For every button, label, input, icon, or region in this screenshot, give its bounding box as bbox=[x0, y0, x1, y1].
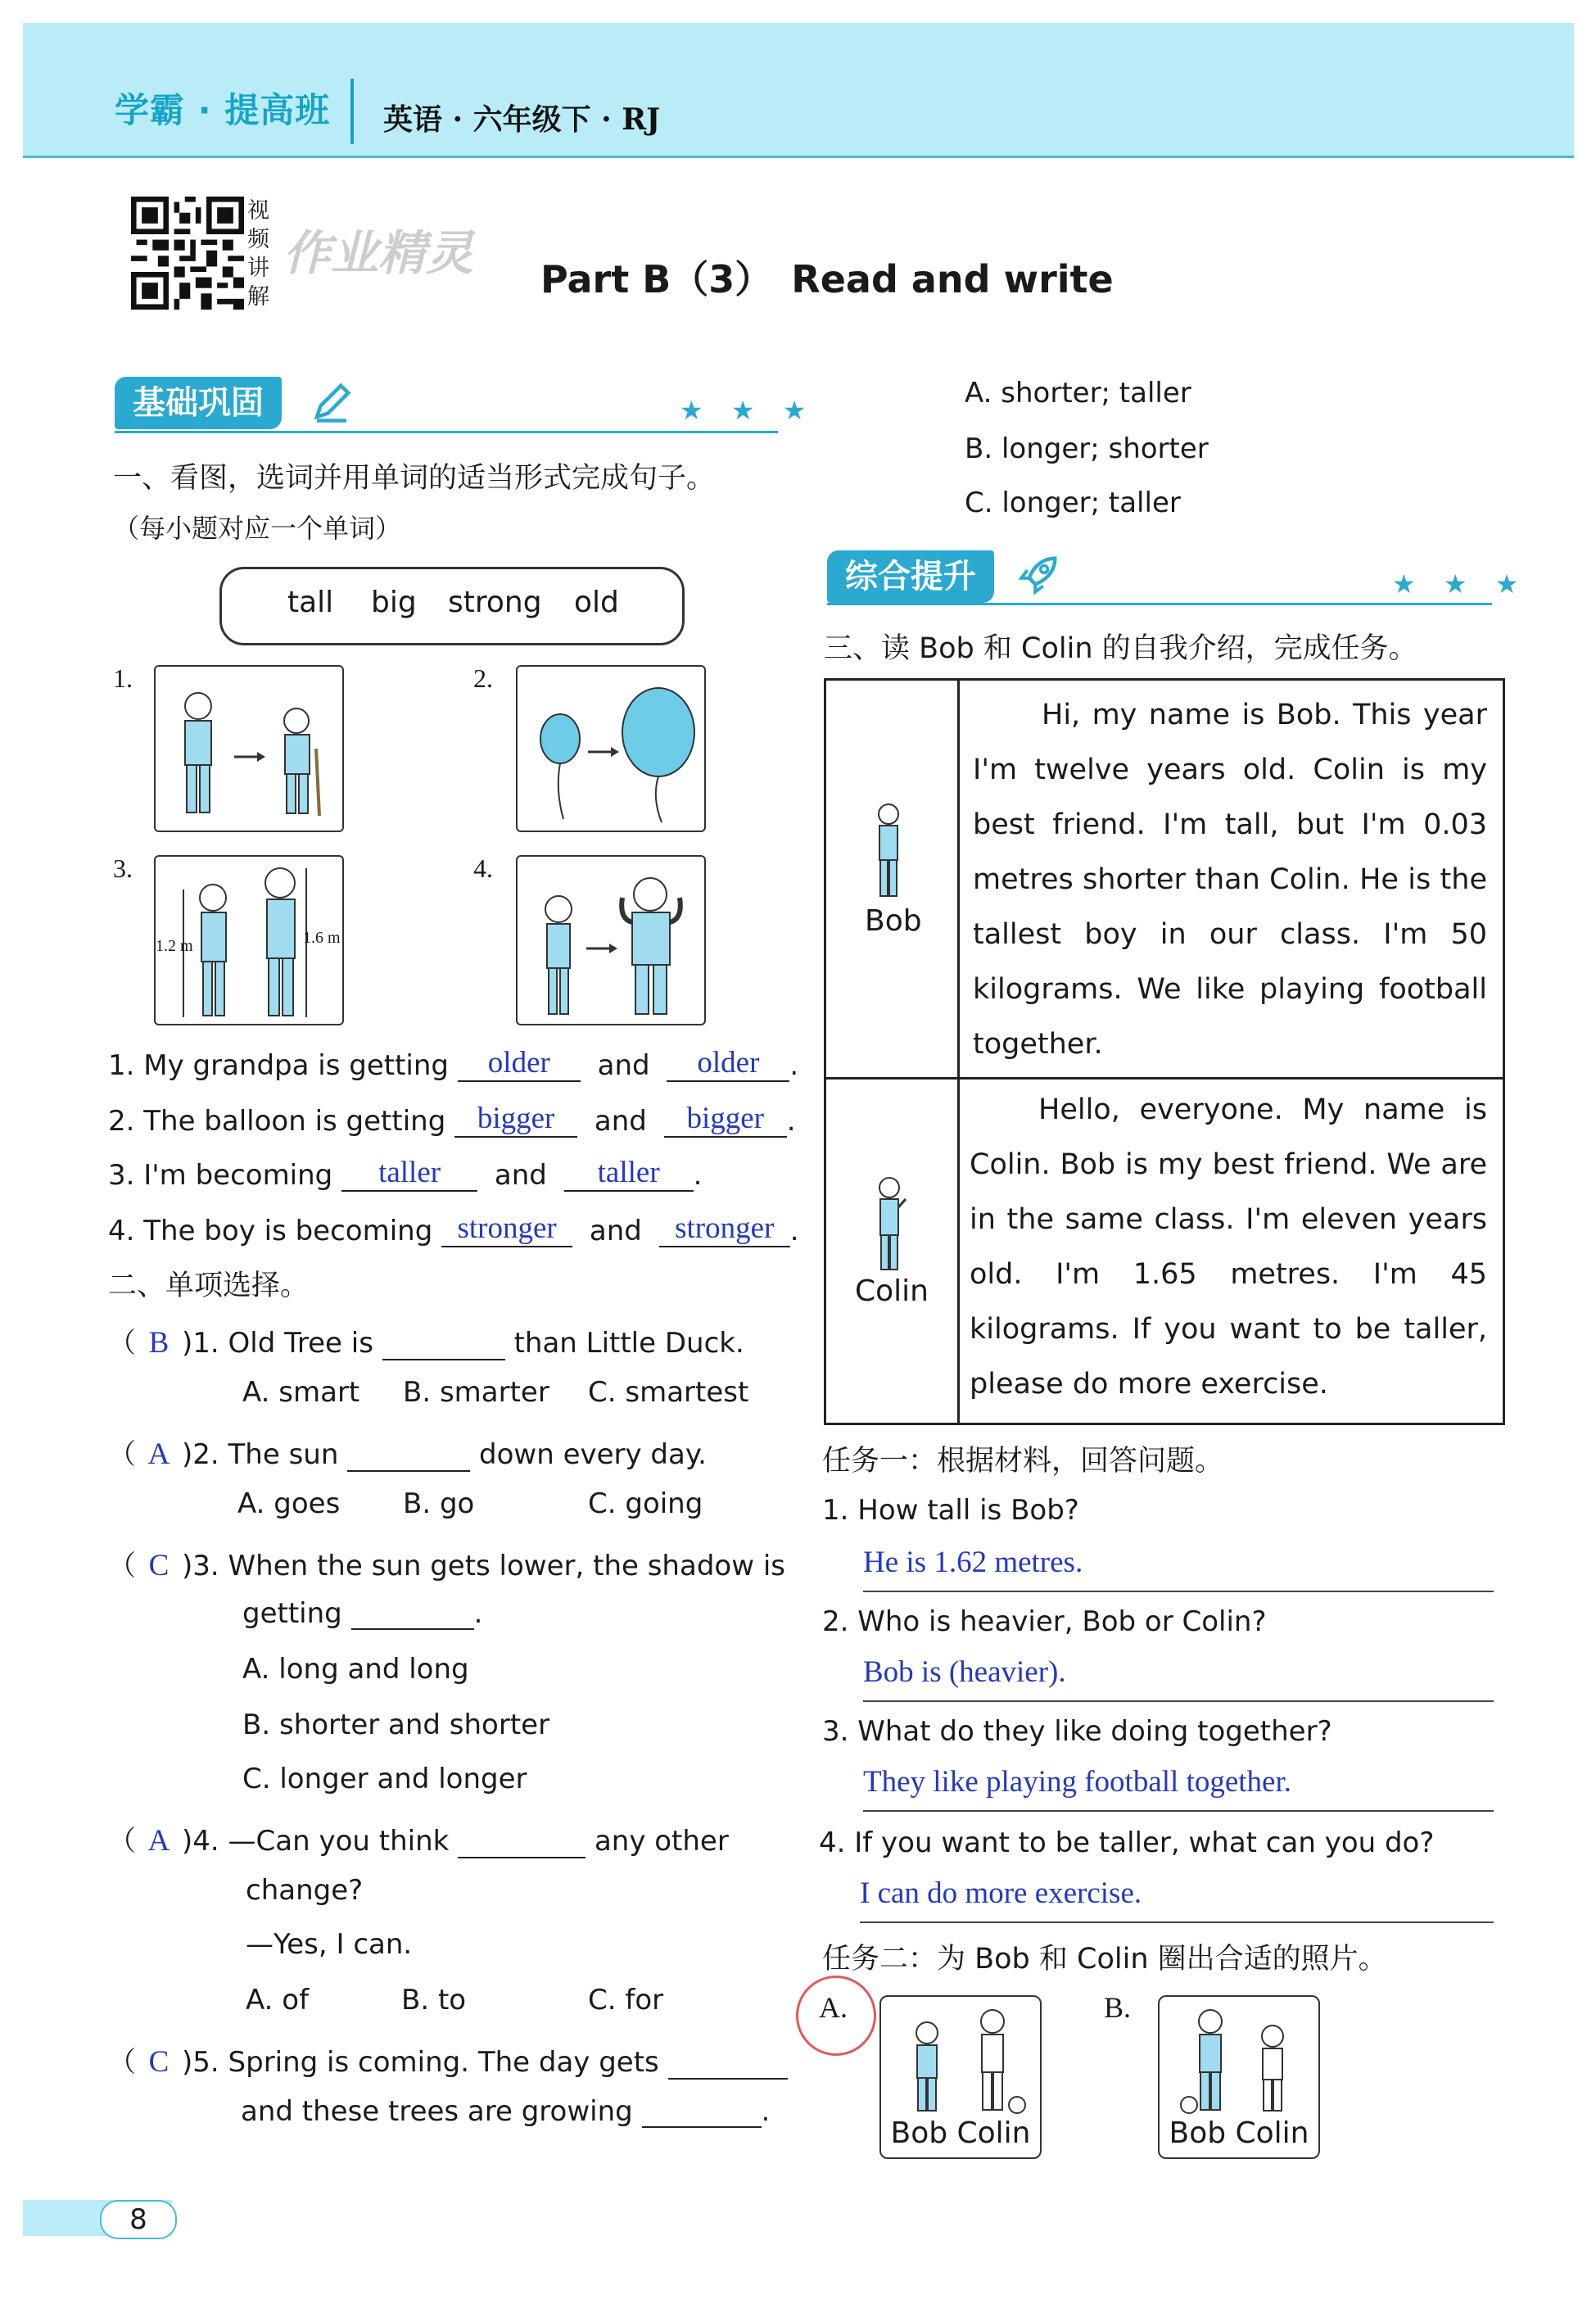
mc-option[interactable]: B. go bbox=[403, 1487, 475, 1520]
picture-label: 1. bbox=[113, 663, 133, 693]
sentence-row bbox=[108, 1101, 796, 1138]
height-label: 1.2 m bbox=[156, 937, 193, 955]
question-text: and these trees are growing bbox=[241, 2095, 633, 2128]
paren-open: （ bbox=[108, 1438, 136, 1471]
photo-caption: Bob Colin bbox=[890, 2116, 1031, 2150]
sentence-text: . bbox=[789, 1049, 799, 1082]
task-2-instruction: 任务二：为 Bob 和 Colin 圈出合适的照片。 bbox=[822, 1943, 1387, 1976]
answer-blank[interactable] bbox=[458, 1045, 581, 1082]
word-option: old bbox=[574, 586, 619, 619]
section-banner-advanced: 综合提升 bbox=[827, 550, 994, 603]
paren-open: （ bbox=[108, 2046, 136, 2079]
bob-name: Bob bbox=[865, 904, 922, 938]
instruction-1-note: （每小题对应一个单词） bbox=[113, 513, 402, 544]
mc-option[interactable]: B. smarter bbox=[403, 1376, 549, 1409]
question-number: )4. bbox=[182, 1825, 219, 1858]
rocket-icon bbox=[1015, 550, 1063, 598]
answer-blank[interactable] bbox=[454, 1101, 577, 1138]
answer-text: stronger bbox=[675, 1211, 775, 1245]
bob-and-colin-photo bbox=[1164, 2003, 1313, 2115]
mc-answer[interactable]: C bbox=[148, 1549, 170, 1582]
mc-answer[interactable]: C bbox=[148, 2045, 170, 2079]
picture-label: 3. bbox=[113, 853, 133, 883]
answer-blank[interactable] bbox=[668, 2078, 788, 2080]
sentence-text: The balloon is getting bbox=[143, 1105, 446, 1138]
question-text: getting bbox=[242, 1597, 342, 1630]
question-number: )1. bbox=[182, 1327, 219, 1360]
photo-a-label[interactable]: A. bbox=[819, 1991, 848, 2024]
question-text: Spring is coming. The day gets bbox=[228, 2046, 659, 2079]
video-note-char: 讲 bbox=[247, 256, 269, 281]
sentence-text: My grandpa is getting bbox=[143, 1049, 449, 1082]
question-number: )5. bbox=[182, 2046, 219, 2079]
task-question: 1. How tall is Bob? bbox=[822, 1494, 1079, 1527]
mc-option[interactable]: B. longer; shorter bbox=[965, 432, 1209, 465]
answer-text: stronger bbox=[457, 1211, 557, 1245]
sentence-number: 2. bbox=[108, 1105, 135, 1138]
question-text: The sun bbox=[228, 1438, 339, 1471]
sentence-text: and bbox=[494, 1159, 547, 1192]
boy-grows-strong-illustration bbox=[516, 855, 706, 1025]
sentence-text: . bbox=[786, 1105, 796, 1138]
task-1-instruction: 任务一：根据材料，回答问题。 bbox=[822, 1445, 1224, 1478]
answer-blank[interactable] bbox=[564, 1155, 694, 1192]
sentence-text: I'm becoming bbox=[143, 1159, 333, 1192]
question-text: Old Tree is bbox=[228, 1327, 373, 1360]
task-question: 4. If you want to be taller, what can you do? bbox=[819, 1826, 1435, 1859]
sentence-text: . bbox=[693, 1159, 703, 1192]
photo-option-a[interactable] bbox=[879, 1995, 1042, 2159]
table-divider bbox=[957, 681, 960, 1423]
sentence-row bbox=[108, 1155, 702, 1192]
bob-figure bbox=[870, 801, 907, 899]
answer-text: older bbox=[697, 1046, 760, 1080]
mc-question-2 bbox=[108, 1432, 707, 1472]
mc-option[interactable]: A. of bbox=[246, 1984, 310, 2017]
question-text: —Can you think bbox=[228, 1825, 450, 1858]
mc-option[interactable]: C. for bbox=[588, 1984, 664, 2017]
mc-option[interactable]: B. shorter and shorter bbox=[242, 1709, 550, 1741]
question-text: down every day. bbox=[479, 1438, 707, 1471]
mc-option[interactable]: A. long and long bbox=[242, 1653, 469, 1686]
answer-blank[interactable] bbox=[659, 1211, 790, 1247]
answer-line bbox=[863, 1699, 1494, 1702]
section-banner-basic: 基础巩固 bbox=[115, 377, 282, 429]
task-answer[interactable]: I can do more exercise. bbox=[860, 1876, 1142, 1910]
man-grows-old-illustration bbox=[154, 665, 344, 832]
mc-answer[interactable]: B bbox=[148, 1326, 170, 1360]
page-title: Part B（3） Read and write bbox=[540, 257, 1114, 301]
task-answer[interactable]: They like playing football together. bbox=[863, 1765, 1292, 1799]
task-answer[interactable]: Bob is (heavier). bbox=[863, 1655, 1066, 1689]
answer-blank[interactable] bbox=[667, 1045, 789, 1082]
mc-question-5 bbox=[108, 2039, 788, 2080]
mc-option[interactable]: C. smartest bbox=[588, 1376, 749, 1409]
section-rule bbox=[827, 603, 1492, 605]
colin-figure bbox=[870, 1175, 909, 1273]
task-question: 3. What do they like doing together? bbox=[822, 1715, 1332, 1748]
word-box bbox=[219, 567, 685, 645]
instruction-3: 三、读 Bob 和 Colin 的自我介绍，完成任务。 bbox=[824, 632, 1417, 665]
sentence-text: and bbox=[589, 1215, 642, 1247]
answer-blank[interactable] bbox=[347, 1470, 470, 1472]
sentence-text: and bbox=[594, 1105, 647, 1138]
mc-question-4 bbox=[108, 1818, 729, 1858]
colin-passage: Hello, everyone. My name is Colin. Bob is my best friend. We are in the same class. I'm eleven years old. I'm 1.65 metres. I'm 45 kilograms. If you want to be taller, please do more exercise. bbox=[970, 1093, 1487, 1401]
photo-option-b[interactable] bbox=[1158, 1995, 1320, 2159]
mc-option[interactable]: C. longer and longer bbox=[242, 1763, 527, 1795]
instruction-1: 一、看图，选词并用单词的适当形式完成句子。 bbox=[113, 462, 716, 495]
paren-open: （ bbox=[108, 1327, 136, 1360]
difficulty-stars: ★ ★ ★ bbox=[1392, 568, 1529, 600]
video-note-char: 频 bbox=[247, 227, 269, 252]
mc-option[interactable]: B. to bbox=[401, 1984, 467, 2017]
sentence-row bbox=[108, 1045, 798, 1082]
mc-option[interactable]: C. longer; taller bbox=[965, 487, 1181, 519]
answer-text: bigger bbox=[477, 1102, 555, 1135]
mc-option[interactable]: A. shorter; taller bbox=[965, 377, 1191, 410]
sentence-text: The boy is becoming bbox=[143, 1215, 433, 1247]
word-option: strong bbox=[448, 586, 542, 619]
table-divider bbox=[826, 1077, 1503, 1080]
mc-option[interactable]: A. goes bbox=[237, 1487, 341, 1520]
bob-and-colin-photo bbox=[886, 2003, 1035, 2115]
video-note-char: 解 bbox=[247, 284, 269, 310]
mc-question-5-cont: and these trees are growing . bbox=[241, 2095, 771, 2128]
height-label: 1.6 m bbox=[303, 929, 341, 947]
question-text: change? bbox=[246, 1874, 364, 1907]
header-divider bbox=[350, 79, 354, 144]
sentence-text: . bbox=[789, 1215, 799, 1247]
answer-blank[interactable] bbox=[382, 1359, 505, 1360]
question-number: )2. bbox=[182, 1438, 219, 1471]
difficulty-stars: ★ ★ ★ bbox=[680, 395, 816, 426]
sentence-text: and bbox=[597, 1049, 650, 1082]
mc-question-3-cont: getting . bbox=[242, 1597, 483, 1630]
question-text: any other bbox=[594, 1825, 729, 1858]
mc-answer[interactable]: A bbox=[147, 1437, 170, 1471]
mc-question-3 bbox=[108, 1543, 785, 1583]
answer-text: taller bbox=[378, 1156, 441, 1189]
sentence-number: 4. bbox=[108, 1215, 135, 1247]
mc-option[interactable]: C. going bbox=[588, 1487, 703, 1520]
qr-code-icon[interactable] bbox=[131, 197, 244, 310]
page-number: 8 bbox=[100, 2200, 177, 2239]
paren-open: （ bbox=[108, 1825, 136, 1858]
answer-blank[interactable] bbox=[664, 1101, 787, 1138]
answer-blank[interactable] bbox=[642, 2126, 762, 2128]
paren-open: （ bbox=[108, 1550, 136, 1582]
question-number: )3. bbox=[182, 1550, 219, 1582]
picture-label: 4. bbox=[473, 853, 493, 883]
photo-caption: Bob Colin bbox=[1169, 2116, 1309, 2150]
video-note-char: 视 bbox=[247, 198, 269, 224]
answer-line bbox=[863, 1808, 1494, 1812]
photo-b-label[interactable]: B. bbox=[1104, 1991, 1132, 2024]
pencil-icon bbox=[310, 380, 354, 424]
word-option: big bbox=[371, 586, 417, 619]
video-note bbox=[247, 197, 275, 311]
sentence-number: 1. bbox=[108, 1049, 135, 1082]
subject-label: 英语 · 六年级下 · RJ bbox=[383, 102, 661, 137]
answer-blank[interactable] bbox=[341, 1155, 477, 1192]
brand-logo: 学霸 · 提高班 bbox=[115, 90, 331, 130]
task-question: 2. Who is heavier, Bob or Colin? bbox=[822, 1605, 1267, 1638]
question-text: than Little Duck. bbox=[513, 1327, 744, 1360]
task-answer[interactable]: He is 1.62 metres. bbox=[863, 1546, 1083, 1579]
picture-label: 2. bbox=[473, 663, 493, 693]
answer-text: bigger bbox=[686, 1102, 764, 1135]
sentence-number: 3. bbox=[108, 1159, 135, 1192]
bob-passage: Hi, my name is Bob. This year I'm twelve years old. Colin is my best friend. I'm tall, but I'm 0.03 metres shorter than Colin. He is the tallest boy in our class. I'm 50 kilograms. We like playing football together. bbox=[973, 699, 1487, 1061]
answer-line bbox=[860, 1920, 1494, 1923]
question-text: When the sun gets lower, the shadow is bbox=[228, 1550, 785, 1582]
answer-text: older bbox=[487, 1046, 550, 1080]
answer-line bbox=[863, 1589, 1494, 1592]
watermark: 作业精灵 bbox=[283, 225, 474, 281]
answer-blank[interactable] bbox=[351, 1628, 474, 1630]
sentence-row bbox=[108, 1211, 799, 1247]
word-option: tall bbox=[287, 586, 334, 619]
mc-question-1 bbox=[108, 1320, 744, 1360]
section-rule bbox=[115, 431, 778, 433]
dialog-reply: —Yes, I can. bbox=[246, 1928, 413, 1961]
answer-text: taller bbox=[597, 1156, 660, 1189]
colin-name: Colin bbox=[855, 1274, 929, 1308]
mc-answer[interactable]: A bbox=[147, 1824, 170, 1858]
answer-blank[interactable] bbox=[441, 1211, 572, 1247]
mc-option[interactable]: A. smart bbox=[242, 1376, 360, 1409]
balloon-grows-illustration bbox=[516, 665, 706, 832]
answer-blank[interactable] bbox=[458, 1857, 586, 1858]
instruction-2: 二、单项选择。 bbox=[108, 1270, 310, 1302]
